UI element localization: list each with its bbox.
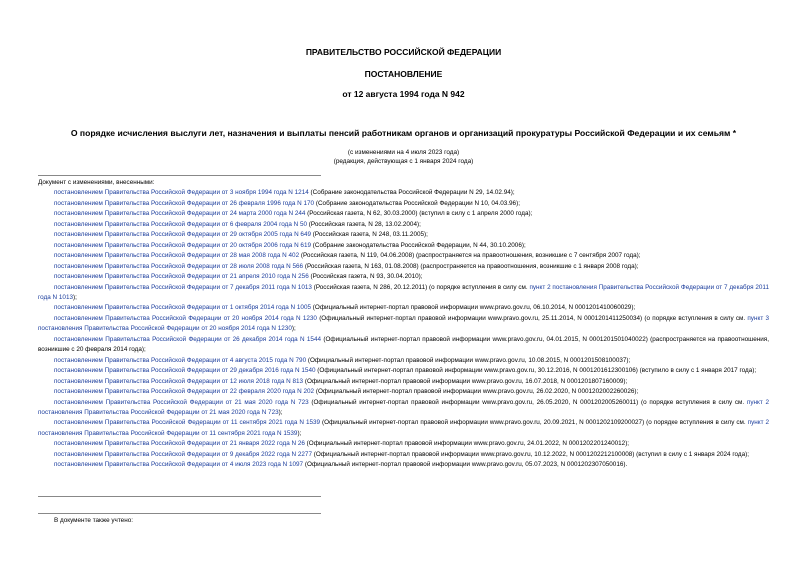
change-text: (Российская газета, N 286, 20.12.2011) (о порядке вступления в силу см. bbox=[311, 283, 530, 291]
change-link[interactable]: постановлением Правительства Российской Федерации от 28 июля 2008 года N 566 bbox=[54, 262, 304, 270]
change-link[interactable]: постановлением Правительства Российской Федерации от 26 февраля 1996 года N 170 bbox=[54, 199, 315, 207]
change-item bbox=[38, 220, 769, 230]
change-link[interactable]: постановлением Правительства Российской Федерации от 22 февраля 2020 года N 202 bbox=[54, 388, 315, 396]
change-text: (Официальный интернет-портал правовой информации www.pravo.gov.ru, 30.12.2016, N 0001201612300106) (вступило в силу с 1 января 2017 года); bbox=[315, 367, 757, 375]
change-link[interactable]: постановлением Правительства Российской Федерации от 29 декабря 2016 года N 1540 bbox=[54, 367, 316, 375]
change-text: (Официальный интернет-портал правовой информации www.pravo.gov.ru, 20.09.2021, N 0001202109200027) (о порядке вступления в силу см. bbox=[320, 419, 748, 427]
change-item bbox=[38, 439, 769, 449]
top-divider bbox=[38, 175, 321, 176]
change-link[interactable]: постановлением Правительства Российской Федерации от 4 июля 2023 года N 1097 bbox=[54, 461, 304, 469]
change-link[interactable]: постановлением Правительства Российской Федерации от 4 августа 2015 года N 790 bbox=[54, 356, 307, 364]
change-item bbox=[38, 314, 769, 335]
date-number-heading: от 12 августа 1994 года N 942 bbox=[342, 89, 465, 99]
document-title: О порядке исчисления выслуги лет, назначения и выплаты пенсий работникам органов и организаций прокуратуры Российской Федерации и их семьям * bbox=[70, 128, 737, 138]
change-link[interactable]: постановлением Правительства Российской Федерации от 29 октября 2005 года N 649 bbox=[54, 231, 312, 239]
change-item bbox=[38, 335, 769, 356]
change-link[interactable]: постановлением Правительства Российской Федерации от 26 декабря 2014 года N 1544 bbox=[54, 335, 322, 343]
change-item bbox=[38, 418, 769, 439]
change-text: (Собрание законодательства Российской Федерации N 10, 04.03.96); bbox=[314, 199, 520, 207]
change-link[interactable]: постановлением Правительства Российской Федерации от 28 мая 2008 года N 402 bbox=[54, 252, 300, 260]
change-text: (Собрание законодательства Российской Федерации N 29, 14.02.94); bbox=[308, 189, 515, 197]
change-item bbox=[38, 272, 769, 282]
changes-intro: Документ с изменениями, внесенными: bbox=[38, 179, 155, 186]
change-item bbox=[38, 356, 769, 366]
change-text: (Официальный интернет-портал правовой информации www.pravo.gov.ru, 24.01.2022, N 0001202201240012); bbox=[304, 440, 630, 448]
org-heading: ПРАВИТЕЛЬСТВО РОССИЙСКОЙ ФЕДЕРАЦИИ bbox=[305, 47, 502, 57]
change-link[interactable]: постановлением Правительства Российской Федерации от 3 ноября 1994 года N 1214 bbox=[54, 189, 309, 197]
change-text-tail: ); bbox=[297, 429, 302, 437]
doc-type-heading: ПОСТАНОВЛЕНИЕ bbox=[364, 69, 443, 79]
change-link[interactable]: постановлением Правительства Российской Федерации от 21 апреля 2010 года N 256 bbox=[54, 273, 309, 281]
change-item bbox=[38, 188, 769, 198]
change-text-tail: ); bbox=[73, 293, 77, 301]
change-text: (Российская газета, N 28, 13.02.2004); bbox=[307, 220, 421, 228]
change-link[interactable]: постановлением Правительства Российской Федерации от 21 января 2022 года N 26 bbox=[54, 440, 305, 448]
change-text-tail: ); bbox=[278, 408, 283, 416]
change-link[interactable]: постановлением Правительства Российской Федерации от 24 марта 2000 года N 244 bbox=[54, 210, 306, 218]
change-item bbox=[38, 398, 769, 419]
change-link-clause[interactable]: пункт 2 постановления Правительства Российской Федерации от 11 сентября 2021 года N 1539 bbox=[38, 419, 770, 437]
changes-list bbox=[38, 178, 769, 471]
also-considered-block bbox=[38, 516, 769, 526]
change-text: (Официальный интернет-портал правовой информации www.pravo.gov.ru, 26.02.2020, N 0001202002260026); bbox=[314, 388, 639, 396]
change-item bbox=[38, 366, 769, 376]
change-item bbox=[38, 377, 769, 387]
change-item bbox=[38, 262, 769, 272]
change-text: (Собрание законодательства Российской Федерации, N 44, 30.10.2006); bbox=[311, 241, 526, 249]
change-text: (Официальный интернет-портал правовой информации www.pravo.gov.ru, 16.07.2018, N 0001201807160009); bbox=[303, 377, 628, 385]
edition-redaction: (редакция, действующая с 1 января 2024 года) bbox=[333, 158, 474, 165]
change-text: (Официальный интернет-портал правовой информации www.pravo.gov.ru, 25.11.2014, N 0001201411250034) (о порядке вступления в силу см. bbox=[316, 314, 748, 322]
edition-changes: (с изменениями на 4 июля 2023 года) bbox=[347, 149, 460, 156]
change-link-clause[interactable]: пункт 2 постановления Правительства Российской Федерации от 7 декабря 2011 года N 1013 bbox=[38, 283, 769, 301]
change-link-clause[interactable]: пункт 2 постановления Правительства Российской Федерации от 21 мая 2020 года N 723 bbox=[38, 398, 770, 416]
change-text: (Официальный интернет-портал правовой информации www.pravo.gov.ru, 05.07.2023, N 0001202307050016). bbox=[303, 461, 628, 469]
change-text: (Официальный интернет-портал правовой информации www.pravo.gov.ru, 10.12.2022, N 0001202212100008) (вступил в силу с 1 января 2024 года); bbox=[311, 450, 749, 458]
change-link-clause[interactable]: пункт 3 постановления Правительства Российской Федерации от 20 ноября 2014 года N 1230 bbox=[38, 314, 769, 333]
change-link[interactable]: постановлением Правительства Российской Федерации от 20 ноября 2014 года N 1230 bbox=[54, 314, 317, 322]
change-item bbox=[38, 230, 769, 240]
change-text-tail: ); bbox=[291, 325, 296, 333]
change-text: (Российская газета, N 248, 03.11.2005); bbox=[311, 231, 428, 239]
change-text: (Российская газета, N 62, 30.03.2000) (вступил в силу с 1 апреля 2000 года); bbox=[305, 210, 533, 218]
change-link[interactable]: постановлением Правительства Российской Федерации от 9 декабря 2022 года N 2277 bbox=[54, 450, 312, 458]
change-text: (Официальный интернет-портал правовой информации www.pravo.gov.ru, 06.10.2014, N 0001201410060029); bbox=[311, 304, 636, 312]
change-link[interactable]: постановлением Правительства Российской Федерации от 20 октября 2006 года N 619 bbox=[54, 241, 312, 249]
change-text: (Официальный интернет-портал правовой информации www.pravo.gov.ru, 04.01.2015, N 0001201501040022) (распространяется на правоотношения, возникшие с 20 февраля 2014 года); bbox=[38, 335, 769, 354]
change-text: (Российская газета, N 93, 30.04.2010); bbox=[308, 273, 423, 281]
also-considered: В документе также учтено: bbox=[54, 517, 133, 524]
change-link[interactable]: постановлением Правительства Российской Федерации от 1 октября 2014 года N 1005 bbox=[54, 304, 312, 312]
change-link[interactable]: постановлением Правительства Российской Федерации от 12 июля 2018 года N 813 bbox=[54, 377, 304, 385]
change-item bbox=[38, 387, 769, 397]
change-link[interactable]: постановлением Правительства Российской Федерации от 21 мая 2020 года N 723 bbox=[54, 398, 309, 406]
change-text: (Российская газета, N 119, 04.06.2008) (распространяется на правоотношения, возникшие с 7 сентября 2007 года); bbox=[299, 252, 641, 260]
change-item bbox=[38, 460, 769, 470]
changes-items bbox=[38, 188, 769, 470]
change-item bbox=[38, 283, 769, 304]
change-item bbox=[38, 450, 769, 460]
bottom-divider bbox=[38, 513, 321, 514]
change-text: (Российская газета, N 163, 01.08.2008) (распространяется на правоотношения, возникшие с 1 января 2008 года); bbox=[303, 262, 639, 270]
change-item bbox=[38, 199, 769, 209]
change-text: (Официальный интернет-портал правовой информации www.pravo.gov.ru, 10.08.2015, N 0001201508100037); bbox=[306, 356, 631, 364]
change-item bbox=[38, 303, 769, 313]
change-link[interactable]: постановлением Правительства Российской Федерации от 7 декабря 2011 года N 1013 bbox=[54, 283, 312, 291]
change-link[interactable]: постановлением Правительства Российской Федерации от 11 сентября 2021 года N 1539 bbox=[54, 419, 321, 427]
change-item bbox=[38, 209, 769, 219]
middle-divider bbox=[38, 496, 321, 497]
change-item bbox=[38, 251, 769, 261]
change-text: (Официальный интернет-портал правовой информации www.pravo.gov.ru, 26.05.2020, N 0001202005260011) (о порядке вступления в силу см. bbox=[308, 398, 747, 406]
change-link[interactable]: постановлением Правительства Российской Федерации от 6 февраля 2004 года N 50 bbox=[54, 220, 308, 228]
change-item bbox=[38, 241, 769, 251]
